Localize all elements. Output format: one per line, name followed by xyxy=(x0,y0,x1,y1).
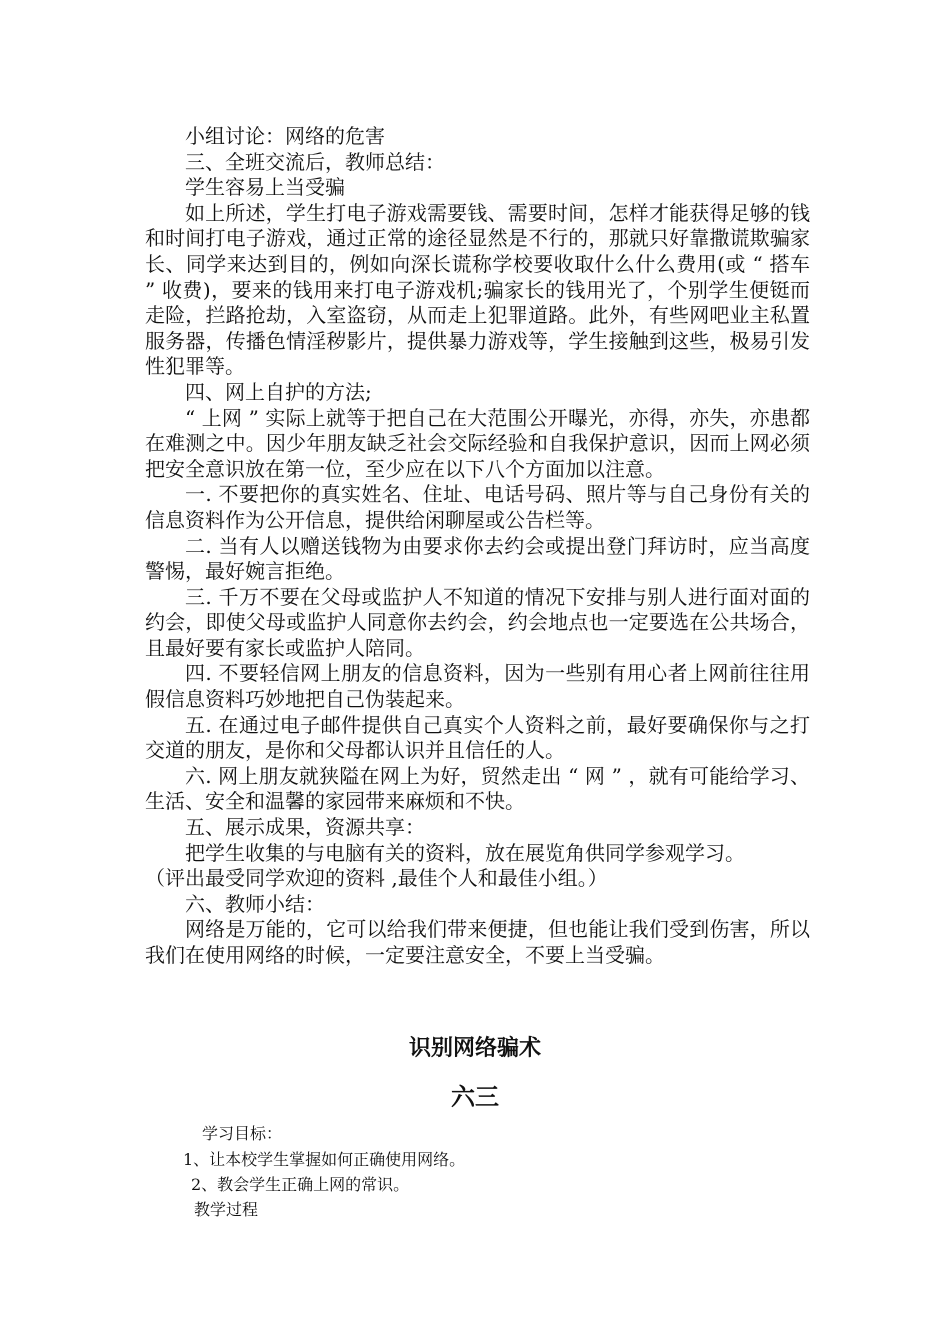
paragraph-rule-5: 五. 在通过电子邮件提供自己真实个人资料之前，最好要确保你与之打交道的朋友，是你和父母都认识并且信任的人。 xyxy=(145,712,810,763)
paragraph-self-protection-heading: 四、网上自护的方法; xyxy=(185,379,372,404)
objective-item-2: 2、教会学生正确上网的常识。 xyxy=(191,1175,410,1194)
paragraph-teacher-summary-heading: 六、教师小结： xyxy=(185,891,325,916)
paragraph-showcase-body: 把学生收集的与电脑有关的资料，放在展览角供同学参观学习。 xyxy=(185,840,745,865)
paragraph-rule-6: 六. 网上朋友就狭隘在网上为好，贸然走出 “ 网 ” ，就有可能给学习、生活、安全和温馨的家园带来麻烦和不快。 xyxy=(145,763,810,814)
objective-item-1: 1、让本校学生掌握如何正确使用网络。 xyxy=(183,1150,466,1169)
paragraph-self-protection-intro: “ 上网 ” 实际上就等于把自己在大范围公开曝光，亦得，亦失，亦患都在难测之中。因少年朋友缺乏社会交际经验和自我保护意识，因而上网必须把安全意识放在第一位，至少应在以下八个方面加以注意。 xyxy=(145,405,810,481)
paragraph-class-summary-heading: 三、全班交流后，教师总结： xyxy=(185,149,445,174)
paragraph-deceived-heading: 学生容易上当受骗 xyxy=(185,175,345,200)
paragraph-deception-description: 如上所述，学生打电子游戏需要钱、需要时间，怎样才能获得足够的钱和时间打电子游戏，通过正常的途径显然是不行的，那就只好靠撒谎欺骗家长、同学来达到目的，例如向深长谎称学校要收取什么什么费用(或 “ 搭车 ” 收费)，要来的钱用来打电子游戏机;骗家长的钱用光了，个别学生便铤而走险，拦路抢劫，入室盗窃，从而走上犯罪道路。此外，有些网吧业主私置服务器，传播色情淫秽影片，提供暴力游戏等，学生接触到这些，极易引发性犯罪等。 xyxy=(145,200,810,379)
objectives-heading: 学习目标： xyxy=(202,1124,283,1143)
lesson-title: 识别网络骗术 xyxy=(408,1036,541,1061)
teaching-process-heading: 教学过程 xyxy=(194,1200,259,1219)
paragraph-showcase-note: （评出最受同学欢迎的资料 ,最佳个人和最佳小组。） xyxy=(145,866,608,891)
paragraph-group-discussion: 小组讨论：网络的危害 xyxy=(185,124,385,148)
lesson-class: 六三 xyxy=(451,1083,499,1111)
paragraph-rule-1: 一. 不要把你的真实姓名、住址、电话号码、照片等与自己身份有关的信息资料作为公开信息，提供给闲聊屋或公告栏等。 xyxy=(145,482,810,532)
body-text xyxy=(145,124,810,969)
paragraph-rule-4: 四. 不要轻信网上朋友的信息资料，因为一些别有用心者上网前往往用假信息资料巧妙地把自己伪装起来。 xyxy=(145,661,810,712)
paragraph-rule-2: 二. 当有人以赠送钱物为由要求你去约会或提出登门拜访时，应当高度警惕，最好婉言拒绝。 xyxy=(145,533,810,584)
paragraph-showcase-heading: 五、展示成果，资源共享： xyxy=(185,815,425,840)
paragraph-rule-3: 三. 千万不要在父母或监护人不知道的情况下安排与别人进行面对面的约会，即使父母或监护人同意你去约会，约会地点也一定要选在公共场合，且最好要有家长或监护人陪同。 xyxy=(145,584,810,660)
paragraph-teacher-summary-body: 网络是万能的，它可以给我们带来便捷，但也能让我们受到伤害，所以我们在使用网络的时候，一定要注意安全，不要上当受骗。 xyxy=(145,917,810,967)
